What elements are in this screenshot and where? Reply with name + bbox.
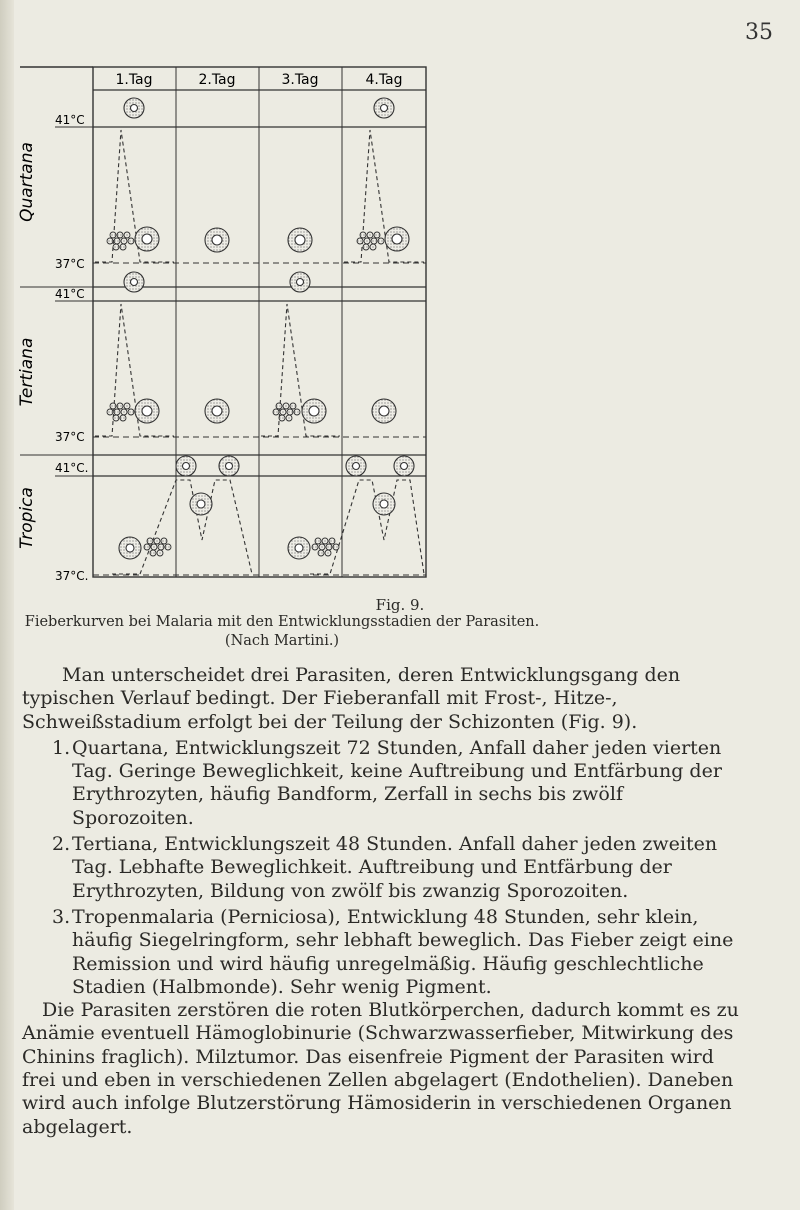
fever-curve-tertiana-day3 [261, 304, 340, 436]
parasite-cell-icon [302, 399, 326, 423]
parasite-cell-icon [124, 272, 144, 292]
list-item-text: Tropenmalaria (Perniciosa), Entwicklung 48 Stunden, sehr klein, häufig Siegelringform, sehr lebhaft beweglich. Das Fieber zeigt eine Remission und wird häufig unregelmäßig. Häufig geschlechtliche Stadien (Halbmonde). Sehr wenig Pigment. [72, 905, 734, 998]
column-header-day1: 1.Tag [115, 72, 153, 88]
figure-label: Fig. 9. [375, 596, 425, 614]
temp-label-tertiana-37: 37°C [55, 430, 85, 444]
parasite-cell-icon [288, 537, 310, 559]
parasite-cell-icon [288, 228, 312, 252]
list-item-quartana [22, 737, 744, 830]
caption-line: Fieberkurven bei Malaria mit den Entwicklungsstadien der Parasiten. [24, 614, 540, 630]
parasite-cell-icon [135, 399, 159, 423]
parasite-cell-icon [119, 537, 141, 559]
column-header-day2: 2.Tag [198, 72, 236, 88]
page-number: 35 [745, 20, 773, 45]
list-number: 2. [52, 833, 71, 856]
parasite-cell-icon [190, 493, 212, 515]
parasite-cell-icon [373, 493, 395, 515]
temp-label-tropica-41: 41°C. [55, 461, 89, 475]
parasite-cell-icon [205, 228, 229, 252]
parasite-cell-icon [394, 456, 414, 476]
parasite-cell-icon [205, 399, 229, 423]
list-item-text: Tertiana, Entwicklungszeit 48 Stunden. Anfall daher jeden zweiten Tag. Lebhafte Beweglichkeit. Auftreibung und Entfärbung der Erythrozyten, Bildung von zwölf bis zwanzig Sporozoiten. [72, 833, 718, 902]
list-item-text: Quartana, Entwicklungszeit 72 Stunden, Anfall daher jeden vierten Tag. Geringe Beweglichkeit, keine Auftreibung und Entfärbung der Erythrozyten, häufig Bandform, Zerfall in sechs bis zwölf Sporozoiten. [72, 736, 722, 829]
list-item-tropica [22, 906, 744, 999]
column-header-day4: 4.Tag [365, 72, 403, 88]
sporozoite-cluster-icon [273, 403, 300, 421]
parasite-cell-icon [176, 456, 196, 476]
parasite-cell-icon [135, 227, 159, 251]
body-text [22, 664, 744, 1139]
parasite-cell-icon [290, 272, 310, 292]
parasite-cell-icon [124, 98, 144, 118]
fever-curve-tertiana-day1 [95, 304, 174, 436]
column-header-day3: 3.Tag [281, 72, 319, 88]
list-number: 1. [52, 736, 71, 759]
closing-paragraph: Die Parasiten zerstören die roten Blutkörperchen, dadurch kommt es zu Anämie eventuell Hämoglobinurie (Schwarzwasserfieber, Mitwirkung des Chinins fraglich). Milztumor. Das eisenfreie Pigment der Parasiten wird frei und eben in verschiedenen Zellen abgelagert (Endothelien). Daneben wird auch infolge Blutzerstörung Hämosiderin in verschiedenen Organen abgelagert. [22, 999, 739, 1138]
temp-label-quartana-37: 37°C [55, 257, 85, 271]
caption-source: (Nach Martini.) [224, 633, 340, 649]
list-number: 3. [52, 905, 71, 928]
row-label-tropica: Tropica [17, 487, 37, 549]
row-label-tertiana: Tertiana [17, 337, 37, 407]
sporozoite-cluster-icon [107, 403, 134, 421]
parasite-cell-icon [372, 399, 396, 423]
temp-label-quartana-41: 41°C [55, 113, 85, 127]
sporozoite-cluster-icon [107, 232, 134, 250]
sporozoite-cluster-icon [357, 232, 384, 250]
fever-curve-tropica-day3-4 [310, 480, 424, 574]
intro-paragraph: Man unterscheidet drei Parasiten, deren Entwicklungsgang den typischen Verlauf bedingt. Der Fieberanfall mit Frost-, Hitze-, Schweißstadium erfolgt bei der Teilung der Schizonten (Fig. 9). [22, 664, 681, 733]
parasite-cell-icon [346, 456, 366, 476]
figure-caption [22, 613, 542, 651]
fever-curve-tropica-day1-2 [112, 480, 252, 574]
temp-label-tropica-37: 37°C. [55, 569, 89, 583]
list-item-tertiana [22, 833, 744, 903]
fever-curve-figure [0, 0, 800, 600]
parasite-cell-icon [374, 98, 394, 118]
sporozoite-cluster-icon [312, 538, 339, 556]
parasite-cell-icon [385, 227, 409, 251]
row-label-quartana: Quartana [17, 142, 37, 222]
temp-label-tertiana-41: 41°C [55, 287, 85, 301]
parasite-cell-icon [219, 456, 239, 476]
